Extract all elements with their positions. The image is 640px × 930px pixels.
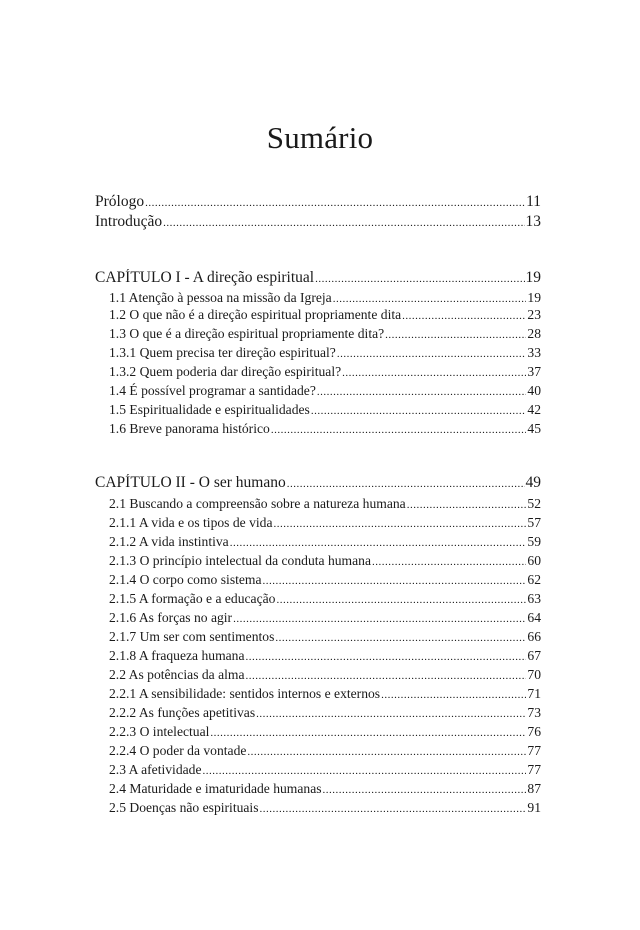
dot-leader — [275, 632, 526, 644]
dot-leader — [342, 367, 526, 379]
toc-entry — [109, 648, 541, 664]
toc-entry — [109, 781, 541, 797]
dot-leader — [337, 348, 527, 360]
toc-page-number: 66 — [527, 629, 541, 644]
toc-entry — [109, 667, 541, 683]
dot-leader — [311, 405, 527, 417]
toc-entry-label: 2.1.3 O princípio intelectual da conduta humana — [109, 553, 371, 568]
toc-entry-label: 2.2.4 O poder da vontade — [109, 743, 247, 758]
toc-entry-label: 2.1.1 A vida e os tipos de vida — [109, 515, 273, 530]
toc-entry-label: Introdução — [95, 213, 163, 230]
toc-entry — [109, 705, 541, 721]
dot-leader — [246, 651, 527, 663]
toc-entry — [109, 743, 541, 759]
toc-entry — [109, 383, 541, 399]
toc-entry-label: 2.1.5 A formação e a educação — [109, 591, 276, 606]
dot-leader — [372, 556, 526, 568]
toc-entry-label: 1.5 Espiritualidade e espiritualidades — [109, 402, 310, 417]
toc-page-number: 64 — [527, 610, 541, 625]
chapter-heading-1 — [95, 269, 541, 287]
toc-entry — [109, 572, 541, 588]
toc-page-number: 57 — [527, 515, 541, 530]
dot-leader — [246, 670, 527, 682]
dot-leader — [163, 217, 524, 229]
toc-page-number: 33 — [527, 345, 541, 360]
toc-page-number: 76 — [527, 724, 541, 739]
dot-leader — [315, 273, 524, 285]
dot-leader — [407, 499, 527, 511]
dot-leader — [256, 708, 526, 720]
chapter-heading-2 — [95, 474, 541, 492]
toc-entry — [109, 553, 541, 569]
toc-entry — [109, 591, 541, 607]
toc-entry-label: CAPÍTULO II - O ser humano — [95, 474, 286, 491]
dot-leader — [247, 746, 526, 758]
toc-entry-label: 2.1.4 O corpo como sistema — [109, 572, 262, 587]
toc-page-number: 59 — [527, 534, 541, 549]
toc-entry — [109, 326, 541, 342]
toc-page-number: 67 — [527, 648, 541, 663]
toc-entry-label: 1.3 O que é a direção espiritual propriamente dita? — [109, 326, 385, 341]
toc-entry — [109, 515, 541, 531]
toc-entry-label: 1.3.1 Quem precisa ter direção espiritual? — [109, 345, 336, 360]
toc-entry — [109, 421, 541, 437]
toc-entry-label: 1.3.2 Quem poderia dar direção espiritual? — [109, 364, 342, 379]
toc-page-number: 19 — [527, 290, 541, 305]
toc-entry-label: 2.2.2 As funções apetitivas — [109, 705, 256, 720]
toc-page-number: 70 — [527, 667, 541, 682]
toc-page-number: 37 — [527, 364, 541, 379]
toc-page-number: 49 — [525, 474, 541, 491]
dot-leader — [381, 689, 526, 701]
dot-leader — [274, 518, 527, 530]
toc-page-number: 73 — [527, 705, 541, 720]
toc-entry-label: CAPÍTULO I - A direção espiritual — [95, 269, 315, 286]
toc-page-number: 13 — [525, 213, 541, 230]
toc-entry — [109, 800, 541, 816]
toc-entry — [109, 496, 541, 512]
toc-page-number: 11 — [526, 193, 541, 210]
toc-entry-label: 1.1 Atenção à pessoa na missão da Igreja — [109, 290, 332, 305]
toc-page-number: 62 — [527, 572, 541, 587]
toc-entry-label: 2.2.1 A sensibilidade: sentidos internos e externos — [109, 686, 381, 701]
dot-leader — [145, 197, 525, 209]
toc-page-number: 19 — [525, 269, 541, 286]
toc-entry — [109, 610, 541, 626]
toc-entry-label: 2.4 Maturidade e imaturidade humanas — [109, 781, 322, 796]
dot-leader — [233, 613, 526, 625]
toc-entry-label: 2.1 Buscando a compreensão sobre a natureza humana — [109, 496, 406, 511]
dot-leader — [287, 478, 525, 490]
toc-entry-label: 2.3 A afetividade — [109, 762, 202, 777]
dot-leader — [402, 310, 526, 322]
toc-page-number: 71 — [527, 686, 541, 701]
dot-leader — [263, 575, 527, 587]
toc-page-number: 87 — [527, 781, 541, 796]
toc-page-number: 91 — [527, 800, 541, 815]
toc-page-number: 28 — [527, 326, 541, 341]
dot-leader — [203, 765, 527, 777]
dot-leader — [276, 594, 526, 606]
toc-entry-label: 2.5 Doenças não espirituais — [109, 800, 259, 815]
toc-page-number: 77 — [527, 743, 541, 758]
toc-entry — [109, 364, 541, 380]
toc-entry — [109, 290, 541, 306]
toc-entry-label: 1.4 É possível programar a santidade? — [109, 383, 316, 398]
toc-entry — [109, 762, 541, 778]
dot-leader — [323, 784, 527, 796]
toc-entry-label: 2.1.2 A vida instintiva — [109, 534, 229, 549]
toc-page-number: 45 — [527, 421, 541, 436]
toc-entry-introducao — [95, 213, 541, 231]
toc-entry-label: 2.1.6 As forças no agir — [109, 610, 233, 625]
dot-leader — [317, 386, 527, 398]
toc-entry-label: 1.2 O que não é a direção espiritual propriamente dita — [109, 307, 402, 322]
dot-leader — [385, 329, 526, 341]
toc-page-number: 23 — [527, 307, 541, 322]
toc-page-number: 42 — [527, 402, 541, 417]
dot-leader — [271, 424, 527, 436]
toc-entry — [109, 686, 541, 702]
toc-entry-label: 2.1.7 Um ser com sentimentos — [109, 629, 275, 644]
toc-entry-label: Prólogo — [95, 193, 145, 210]
toc-entry — [109, 629, 541, 645]
toc-entry — [109, 345, 541, 361]
toc-entry-label: 2.2 As potências da alma — [109, 667, 245, 682]
dot-leader — [333, 293, 527, 305]
dot-leader — [230, 537, 527, 549]
toc-entry — [109, 307, 541, 323]
toc-page-number: 63 — [527, 591, 541, 606]
toc-entry — [109, 534, 541, 550]
dot-leader — [260, 803, 527, 815]
toc-page-number: 60 — [527, 553, 541, 568]
page-title: Sumário — [266, 120, 374, 155]
toc-page-number: 77 — [527, 762, 541, 777]
toc-entry — [109, 724, 541, 740]
toc-entry-label: 1.6 Breve panorama histórico — [109, 421, 270, 436]
toc-page-number: 52 — [527, 496, 541, 511]
toc-entry — [109, 402, 541, 418]
toc-page-number: 40 — [527, 383, 541, 398]
dot-leader — [210, 727, 526, 739]
toc-entry-label: 2.1.8 A fraqueza humana — [109, 648, 245, 663]
toc-entry-prologo — [95, 193, 541, 211]
toc-entry-label: 2.2.3 O intelectual — [109, 724, 210, 739]
